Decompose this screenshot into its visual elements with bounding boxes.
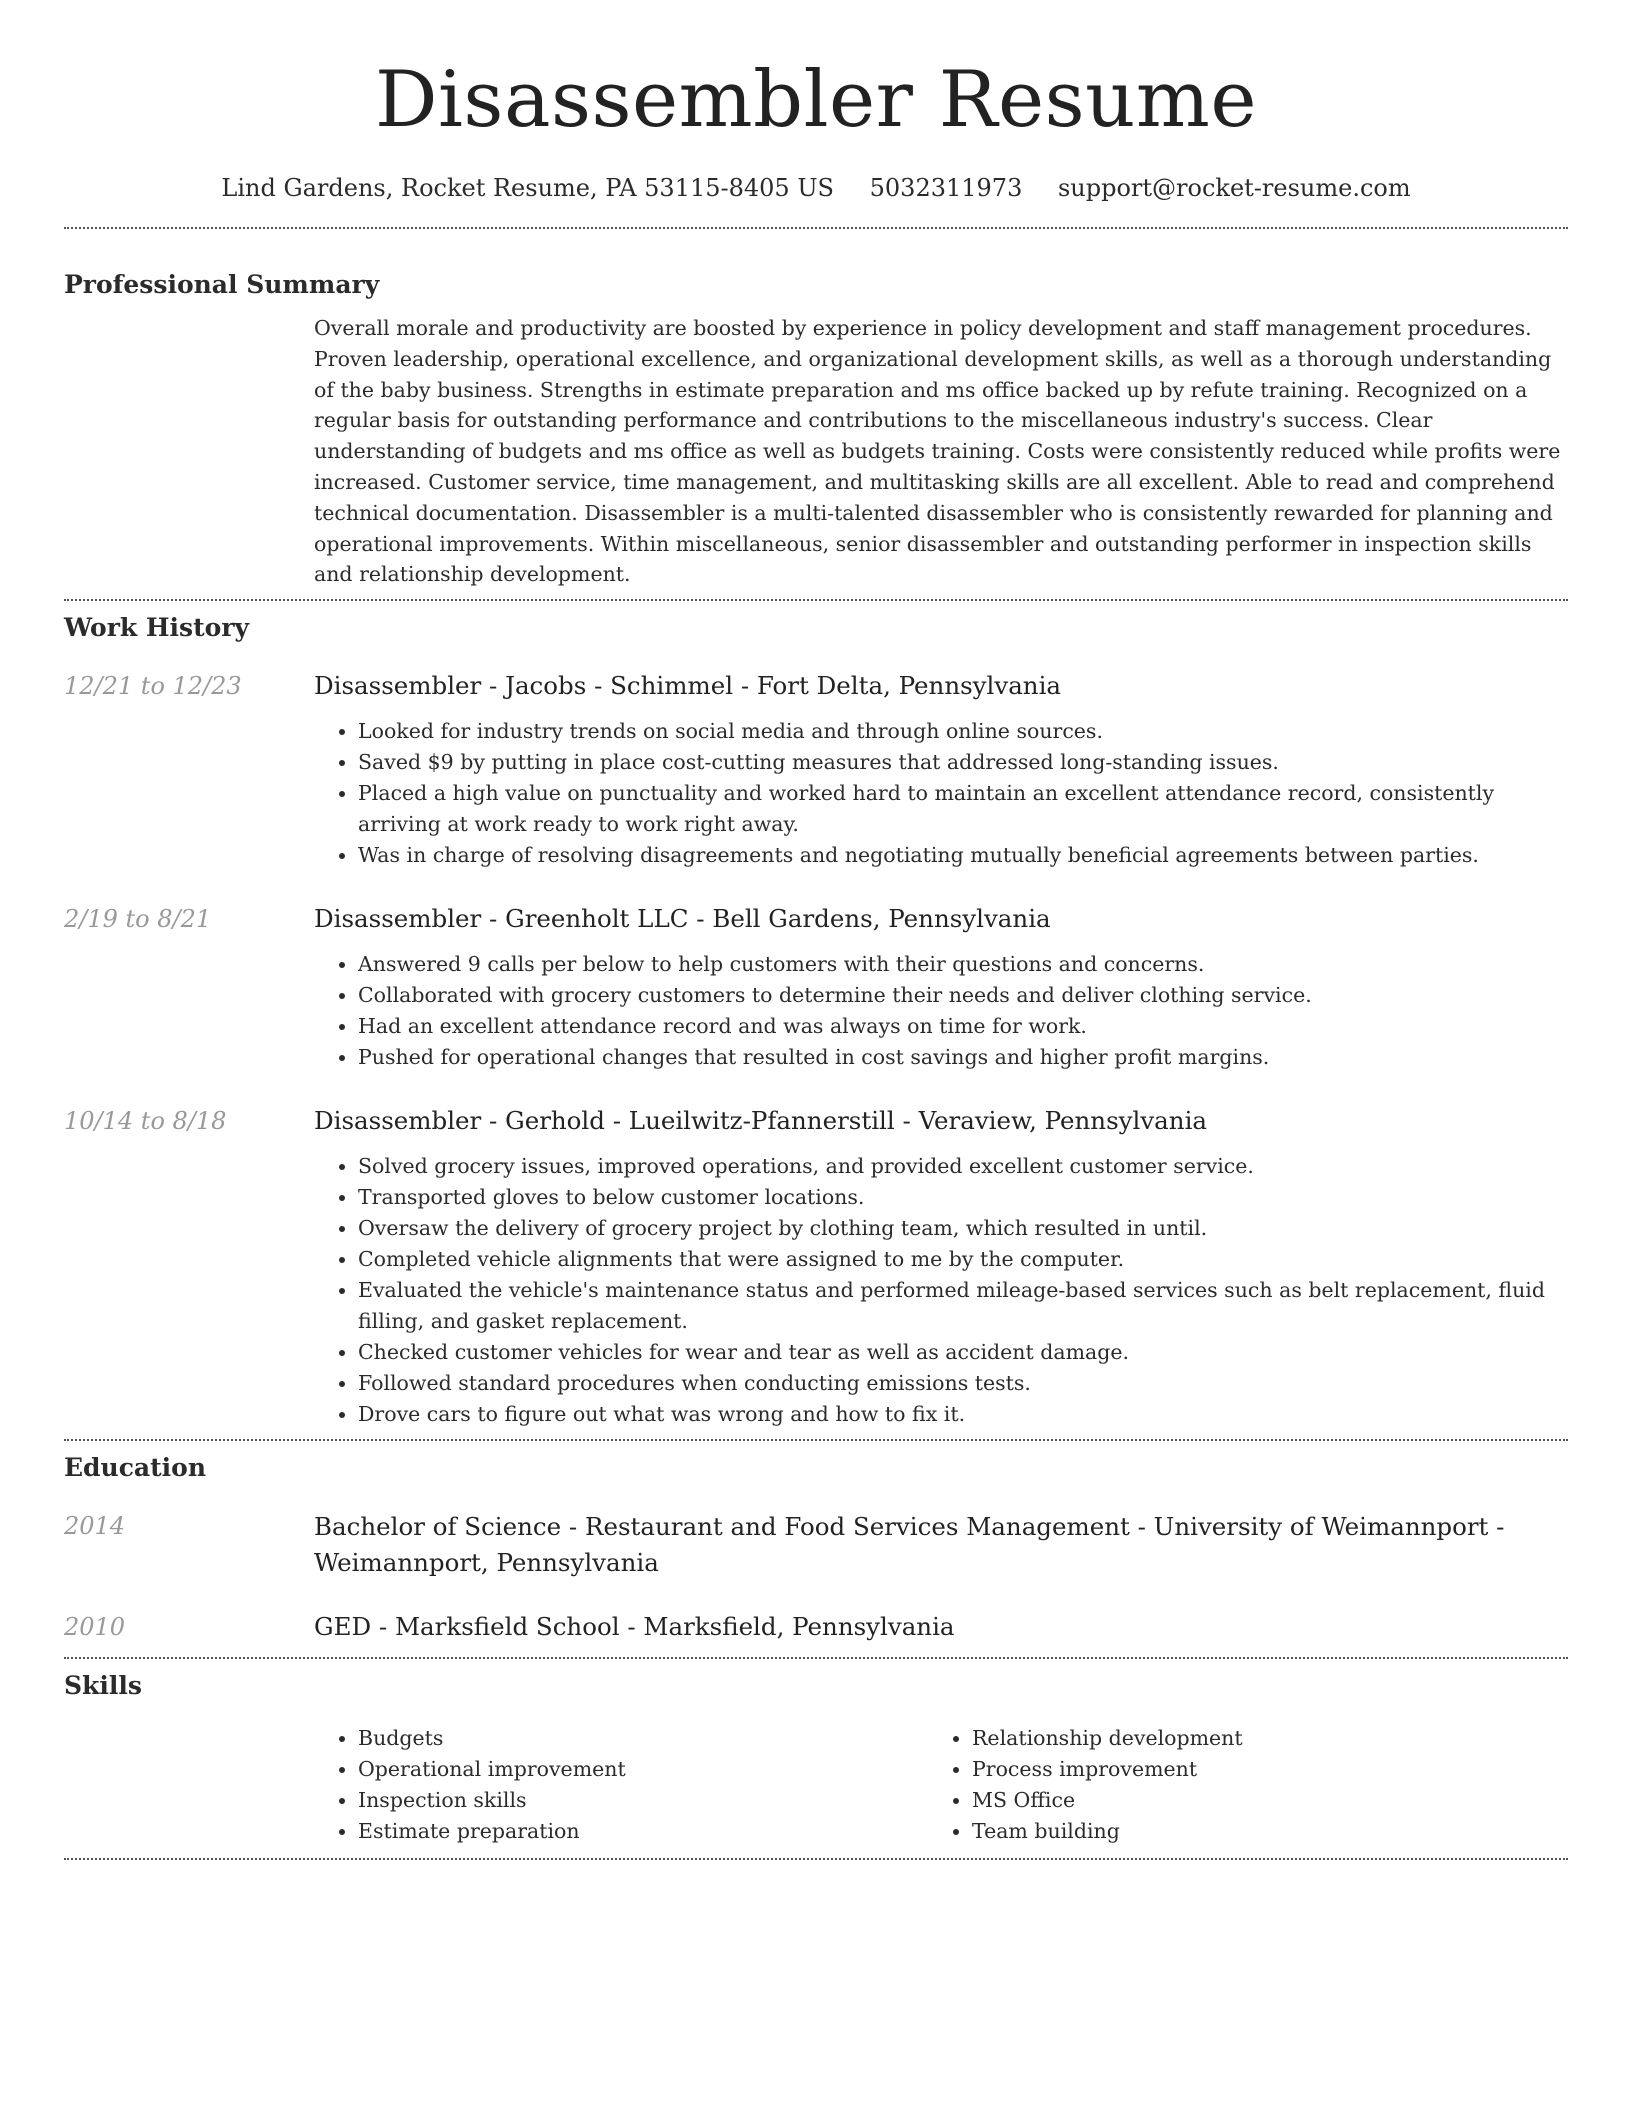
list-item: • Transported gloves to below customer locations. <box>358 1182 1568 1213</box>
job-dates: 10/14 to 8/18 <box>64 1107 227 1136</box>
resume-title: Disassembler Resume <box>374 55 1258 145</box>
skill-item: • Estimate preparation <box>358 1816 928 1847</box>
skill-item: • Process improvement <box>972 1754 1542 1785</box>
job-dates: 12/21 to 12/23 <box>64 672 242 701</box>
education-section <box>64 1452 1568 1644</box>
divider <box>64 599 1568 601</box>
job-title: Disassembler - Greenholt LLC - Bell Gardens, Pennsylvania <box>314 904 1051 934</box>
divider <box>64 227 1568 229</box>
list-item: • Followed standard procedures when conducting emissions tests. <box>358 1368 1568 1399</box>
list-item: • Solved grocery issues, improved operations, and provided excellent customer service. <box>358 1151 1568 1182</box>
education-year: 2010 <box>64 1613 126 1642</box>
skill-item: • Budgets <box>358 1723 928 1754</box>
section-title-work: Work History <box>64 613 250 643</box>
divider <box>64 1858 1568 1860</box>
skill-item: • Inspection skills <box>358 1785 928 1816</box>
job-entry <box>64 1104 1568 1430</box>
section-title-skills: Skills <box>64 1671 142 1701</box>
education-degree: GED - Marksfield School - Marksfield, Pennsylvania <box>314 1612 955 1642</box>
list-item: • Checked customer vehicles for wear and tear as well as accident damage. <box>358 1337 1568 1368</box>
list-item: • Drove cars to figure out what was wrong and how to fix it. <box>358 1399 1568 1430</box>
list-item: • Looked for industry trends on social media and through online sources. <box>358 716 1568 747</box>
skills-left-spacer <box>64 1723 314 1847</box>
contact-phone: 5032311973 <box>869 174 1023 202</box>
summary-text: Overall morale and productivity are boosted by experience in policy development and staff management procedures. Proven leadership, operational excellence, and organizational development skills, as well as a thorough understanding of the baby business. Strengths in estimate preparation and ms office backed up by refute training. Recognized on a regular basis for outstanding performance and contributions to the miscellaneous industry's success. Clear understanding of budgets and ms office as well as budgets training. Costs were consistently reduced while profits were increased. Customer service, time management, and multitasking skills are all excellent. Able to read and comprehend technical documentation. Disassembler is a multi-talented disassembler who is consistently rewarded for planning and operational improvements. Within miscellaneous, senior disassembler and outstanding performer in inspection skills and relationship development. <box>314 316 1561 587</box>
skill-item: • Team building <box>972 1816 1542 1847</box>
contact-address: Lind Gardens, Rocket Resume, PA 53115-8405 US <box>221 174 834 202</box>
list-item: • Oversaw the delivery of grocery project by clothing team, which resulted in until. <box>358 1213 1568 1244</box>
contact-email: support@rocket-resume.com <box>1057 174 1411 202</box>
job-title: Disassembler - Gerhold - Lueilwitz-Pfannerstill - Veraview, Pennsylvania <box>314 1106 1208 1136</box>
skills-columns <box>314 1723 1568 1847</box>
job-entry <box>64 902 1568 1073</box>
skills-list-right <box>928 1723 1542 1847</box>
list-item: • Completed vehicle alignments that were assigned to me by the computer. <box>358 1244 1568 1275</box>
skills-section <box>64 1670 1568 1847</box>
job-dates: 2/19 to 8/21 <box>64 905 212 934</box>
education-degree: Bachelor of Science - Restaurant and Food Services Management - University of Weimannport - Weimannport, Pennsylvania <box>314 1512 1505 1578</box>
list-item: • Saved $9 by putting in place cost-cutting measures that addressed long-standing issues. <box>358 747 1568 778</box>
list-item: • Answered 9 calls per below to help customers with their questions and concerns. <box>358 949 1568 980</box>
job-bullets <box>314 1151 1568 1430</box>
list-item: • Collaborated with grocery customers to determine their needs and deliver clothing service. <box>358 980 1568 1011</box>
job-entry <box>64 669 1568 871</box>
list-item: • Was in charge of resolving disagreements and negotiating mutually beneficial agreements between parties. <box>358 840 1568 871</box>
divider <box>64 1439 1568 1441</box>
resume-page <box>64 0 1568 1860</box>
divider <box>64 1657 1568 1659</box>
job-bullets <box>314 716 1568 871</box>
education-year: 2014 <box>64 1512 126 1541</box>
list-item: • Evaluated the vehicle's maintenance status and performed mileage-based services such as belt replacement, fluid filling, and gasket replacement. <box>358 1275 1568 1337</box>
education-entry <box>64 1509 1568 1581</box>
summary-left-spacer <box>64 313 314 590</box>
summary-section <box>64 269 1568 590</box>
list-item: • Placed a high value on punctuality and worked hard to maintain an excellent attendance record, consistently arriving at work ready to work right away. <box>358 778 1568 840</box>
job-title: Disassembler - Jacobs - Schimmel - Fort Delta, Pennsylvania <box>314 671 1062 701</box>
skill-item: • Relationship development <box>972 1723 1542 1754</box>
job-bullets <box>314 949 1568 1073</box>
skills-list-left <box>314 1723 928 1847</box>
section-title-education: Education <box>64 1453 207 1483</box>
skill-item: • MS Office <box>972 1785 1542 1816</box>
list-item: • Had an excellent attendance record and was always on time for work. <box>358 1011 1568 1042</box>
skill-item: • Operational improvement <box>358 1754 928 1785</box>
education-entry <box>64 1610 1568 1644</box>
list-item: • Pushed for operational changes that resulted in cost savings and higher profit margins. <box>358 1042 1568 1073</box>
contact-line <box>64 172 1568 204</box>
work-history-section <box>64 612 1568 1430</box>
section-title-summary: Professional Summary <box>64 270 380 299</box>
